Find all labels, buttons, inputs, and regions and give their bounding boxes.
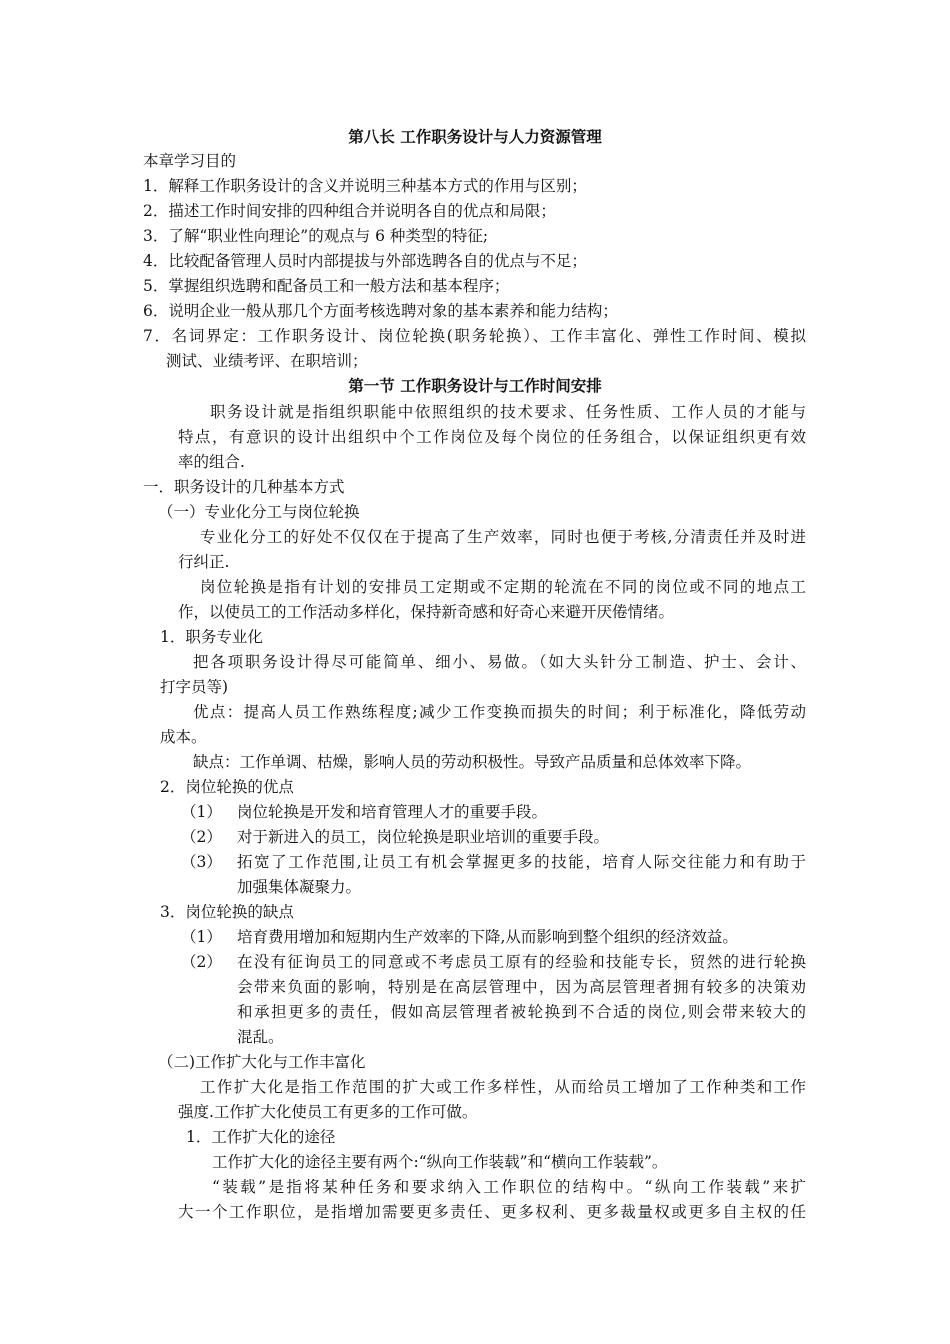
list-item-number: （1） — [181, 803, 222, 821]
paragraph: 成本。 — [160, 728, 207, 746]
objective-item: 2．描述工作时间安排的四种组合并说明各自的优点和局限； — [143, 202, 556, 220]
list-item-text-continued: 和承担更多的责任，假如高层管理者被轮换到不合适的岗位,则会带来较大的 — [237, 1003, 806, 1021]
heading-level-3: 1．职务专业化 — [160, 628, 263, 646]
paragraph: 优点：提高人员工作熟练程度;减少工作变换而损失的时间；利于标准化，降低劳动 — [193, 703, 806, 721]
list-item-text-continued: 会带来负面的影响，特别是在高层管理中，因为高层管理者拥有较多的决策劝 — [237, 978, 806, 996]
objective-item: 4．比较配备管理人员时内部提拔与外部选聘各自的优点与不足； — [143, 252, 587, 270]
heading-level-1: 一．职务设计的几种基本方式 — [143, 478, 345, 496]
paragraph: 率的组合. — [178, 453, 245, 471]
paragraph: 工作扩大化的途径主要有两个:“纵向工作装载”和“横向工作装载”。 — [212, 1153, 668, 1171]
objective-item: 5．掌握组织选聘和配备员工和一般方法和基本程序； — [143, 277, 510, 295]
list-item-text: 在没有征询员工的同意或不考虑员工原有的经验和技能专长，贸然的进行轮换 — [237, 953, 806, 971]
section-title: 第一节 工作职务设计与工作时间安排 — [348, 377, 602, 395]
objective-item: 1．解释工作职务设计的含义并说明三种基本方式的作用与区别； — [143, 177, 587, 195]
paragraph: 专业化分工的好处不仅仅在于提高了生产效率，同时也便于考核,分清责任并及时进 — [200, 528, 806, 546]
paragraph: 特点，有意识的设计出组织中个工作岗位及每个岗位的任务组合，以保证组织更有效 — [178, 428, 806, 446]
paragraph: 行纠正. — [178, 553, 230, 571]
paragraph: 岗位轮换是指有计划的安排员工定期或不定期的轮流在不同的岗位或不同的地点工 — [200, 578, 806, 596]
paragraph: 大一个工作职位，是指增加需要更多责任、更多权利、更多裁量权或更多自主权的任 — [178, 1203, 806, 1221]
paragraph: “装载”是指将某种任务和要求纳入工作职位的结构中。“纵向工作装载”来扩 — [212, 1178, 806, 1196]
objective-item: 3．了解“职业性向理论”的观点与 6 种类型的特征; — [143, 227, 489, 245]
objective-item: 6．说明企业一般从那几个方面考核选聘对象的基本素养和能力结构； — [143, 302, 618, 320]
list-item-text: 对于新进入的员工，岗位轮换是职业培训的重要手段。 — [237, 828, 610, 846]
paragraph: 作，以使员工的工作活动多样化，保持新奇感和好奇心来避开厌倦情绪。 — [178, 603, 675, 621]
heading-level-3: 2．岗位轮换的优点 — [160, 778, 294, 796]
list-item-text: 拓宽了工作范围,让员工有机会掌握更多的技能，培育人际交往能力和有助于 — [237, 853, 806, 871]
heading-level-2: （二)工作扩大化与工作丰富化 — [158, 1053, 366, 1071]
heading-level-3: 1．工作扩大化的途径 — [186, 1128, 336, 1146]
list-item-number: （1） — [181, 928, 222, 946]
paragraph: 缺点：工作单调、枯燥，影响人员的劳动积极性。导致产品质量和总体效率下降。 — [193, 753, 752, 771]
paragraph: 强度.工作扩大化使员工有更多的工作可做。 — [178, 1103, 478, 1121]
list-item-number: （2） — [181, 828, 222, 846]
list-item-number: （3） — [181, 853, 222, 871]
paragraph: 打字员等) — [160, 678, 229, 696]
paragraph: 工作扩大化是指工作范围的扩大或工作多样性，从而给员工增加了工作种类和工作 — [200, 1078, 806, 1096]
heading-level-3: 3．岗位轮换的缺点 — [160, 903, 294, 921]
paragraph: 职务设计就是指组织职能中依照组织的技术要求、任务性质、工作人员的才能与 — [210, 403, 806, 421]
list-item-text: 培育费用增加和短期内生产效率的下降,从而影响到整个组织的经济效益。 — [237, 928, 738, 946]
list-item-text-continued: 加强集体凝聚力。 — [237, 878, 362, 896]
list-item-text: 岗位轮换是开发和培育管理人才的重要手段。 — [237, 803, 548, 821]
list-item-text-continued: 混乱。 — [237, 1028, 284, 1046]
chapter-title: 第八长 工作职务设计与人力资源管理 — [348, 128, 602, 146]
objectives-heading: 本章学习目的 — [143, 152, 237, 170]
list-item-number: （2） — [181, 953, 222, 971]
heading-level-2: （一）专业化分工与岗位轮换 — [158, 503, 360, 521]
objective-item-continued: 测试、业绩考评、在职培训； — [166, 352, 368, 370]
paragraph: 把各项职务设计得尽可能简单、细小、易做。（如大头针分工制造、护士、会计、 — [193, 653, 806, 671]
objective-item: 7．名词界定：工作职务设计、岗位轮换(职务轮换）、工作丰富化、弹性工作时间、模拟 — [143, 327, 806, 345]
